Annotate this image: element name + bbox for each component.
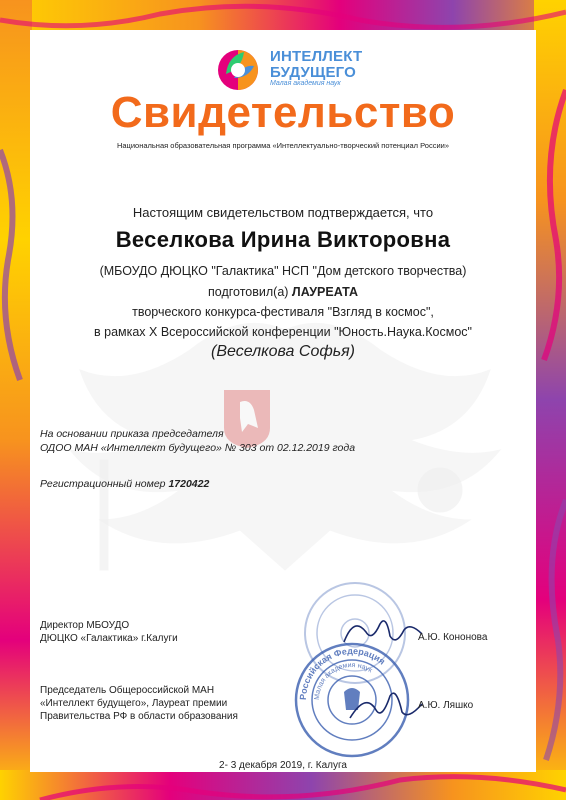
date-place: 2- 3 декабря 2019, г. Калуга xyxy=(219,760,347,771)
basis-order: № 303 от 02.12.2019 года xyxy=(221,442,356,454)
logo-line2: БУДУЩЕГО xyxy=(270,64,357,81)
intellect-future-logo xyxy=(214,44,364,94)
director-title-line1: Директор МБОУДО xyxy=(40,620,130,631)
seal-outer-text: Российская Федерация xyxy=(297,645,388,701)
moscow-coat-of-arms-icon xyxy=(222,388,272,450)
logo-tagline: Малая академия наук xyxy=(270,80,341,87)
laureate-label: ЛАУРЕАТА xyxy=(291,285,358,299)
organization-line: (МБОУДО ДЮЦКО "Галактика" НСП "Дом детского творчества) xyxy=(99,264,467,278)
director-name: А.Ю. Кононова xyxy=(418,632,488,643)
logo-line1: ИНТЕЛЛЕКТ xyxy=(270,48,363,65)
director-title-line2: ДЮЦКО «Галактика» г.Калуги xyxy=(40,633,178,644)
registration-number: 1720422 xyxy=(168,478,210,490)
basis-line1: На основании приказа председателя xyxy=(40,428,224,440)
basis-org: ОДОО МАН «Интеллект будущего» xyxy=(40,442,222,454)
prepared-laureate-line xyxy=(0,285,566,299)
registration-number-line xyxy=(40,478,209,490)
basis-line2 xyxy=(40,442,355,454)
confirmation-line: Настоящим свидетельством подтверждается, что xyxy=(132,205,434,220)
recipient-name: Веселкова Ирина Викторовна xyxy=(115,227,451,252)
registration-label: Регистрационный номер xyxy=(40,478,169,490)
seal-inner-text: Малая академия наук xyxy=(313,661,374,701)
president-name: А.Ю. Ляшко xyxy=(418,700,474,711)
certificate-subtitle: Национальная образовательная программа «Интеллектуально-творческий потенциал России» xyxy=(116,141,450,150)
prepared-prefix: подготовил(а) xyxy=(208,285,292,299)
president-title-line1: Председатель Общероссийской МАН xyxy=(40,685,215,696)
director-signature xyxy=(340,612,425,652)
president-title-line3: Правительства РФ в области образования xyxy=(40,711,238,722)
contest-line: творческого конкурса-фестиваля "Взгляд в космос", xyxy=(132,305,434,319)
conference-line: в рамках X Всероссийской конференции "Юность.Наука.Космос" xyxy=(94,325,472,339)
certificate-title: Свидетельство xyxy=(110,88,456,137)
student-name: (Веселкова Софья) xyxy=(210,343,355,360)
president-signature xyxy=(346,686,426,726)
president-title-line2: «Интеллект будущего», Лауреат премии xyxy=(40,698,228,709)
logo-mark-icon xyxy=(214,44,262,92)
